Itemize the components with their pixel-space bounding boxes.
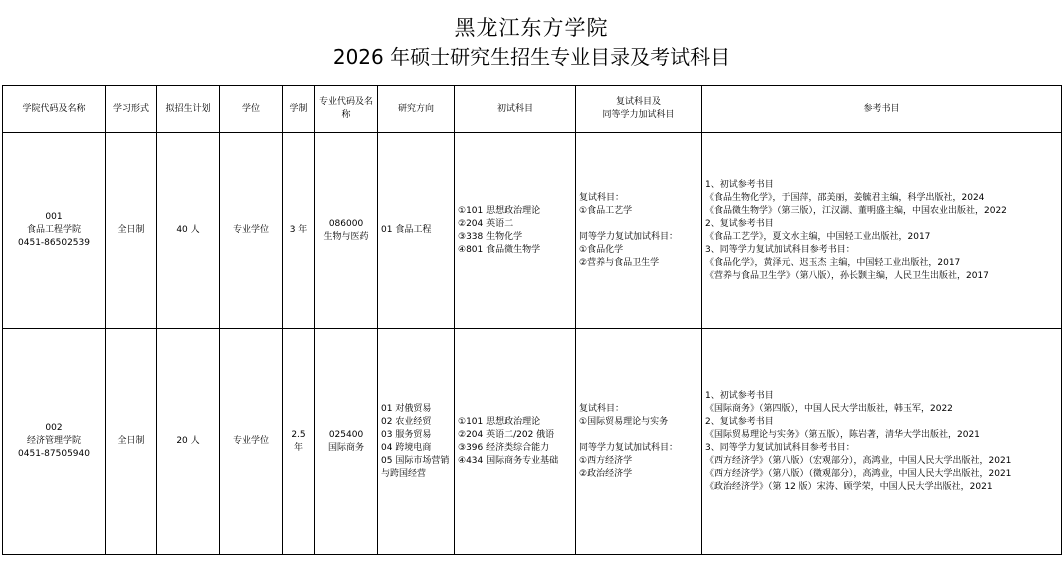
table-row (3, 329, 1062, 555)
college-phone: 0451-87505940 (18, 449, 90, 459)
school-name: 黑龙江东方学院 (454, 16, 609, 40)
major-name: 国际商务 (327, 442, 364, 453)
header-direction: 研究方向 (378, 86, 455, 133)
cell-direction (378, 133, 455, 329)
cell-books (702, 133, 1062, 329)
header-mode: 学习形式 (106, 86, 157, 133)
extra-label: 同等学力复试加试科目： (579, 442, 679, 453)
book-line: 《食品化学》，黄泽元、迟玉杰 主编，中国轻工业出版社，2017 (705, 257, 961, 268)
book-line: 1、初试参考书目 (705, 390, 774, 401)
prelim-item: ④801 食品微生物学 (458, 244, 541, 255)
cell-plan: 20 人 (157, 329, 220, 555)
table-header-row (3, 86, 1062, 133)
college-code: 002 (45, 423, 63, 433)
college-name: 经济管理学院 (26, 436, 81, 446)
cell-college (3, 329, 106, 555)
book-line: 《西方经济学》（第八版）（微观部分），高鸿业，中国人民大学出版社，2021 (705, 468, 1012, 479)
direction-item: 05 国际市场营销与跨国经营 (381, 455, 450, 479)
cell-prelim (455, 133, 576, 329)
cell-duration: 3 年 (283, 133, 315, 329)
book-line: 《政治经济学》（第 12 版）宋涛、顾学荣，中国人民大学出版社，2021 (705, 481, 993, 492)
header-college: 学院代码及名称 (3, 86, 106, 133)
direction-item: 04 跨境电商 (381, 442, 432, 453)
retest-item: ①国际贸易理论与实务 (579, 416, 669, 427)
retest-label: 复试科目： (579, 192, 625, 203)
book-line: 《食品工艺学》，夏文水主编，中国轻工业出版社，2017 (705, 231, 931, 242)
header-books: 参考书目 (702, 86, 1062, 133)
prelim-item: ②204 英语二/202 俄语 (458, 429, 555, 440)
major-code: 025400 (328, 429, 364, 440)
header-retest (576, 86, 702, 133)
extra-item: ②营养与食品卫生学 (579, 257, 660, 268)
extra-label: 同等学力复试加试科目： (579, 231, 679, 242)
book-line: 2、复试参考书目 (705, 416, 774, 427)
cell-books (702, 329, 1062, 555)
cell-college (3, 133, 106, 329)
title-block (0, 0, 1063, 71)
header-duration: 学制 (283, 86, 315, 133)
major-name: 生物与医药 (323, 231, 369, 242)
college-phone: 0451-86502539 (18, 238, 90, 248)
direction-item: 03 服务贸易 (381, 429, 432, 440)
retest-label: 复试科目： (579, 403, 625, 414)
prelim-item: ④434 国际商务专业基础 (458, 455, 559, 466)
book-line: 《食品微生物学》（第三版），江汉湖、董明盛主编，中国农业出版社，2022 (705, 205, 1007, 216)
book-line: 3、同等学力复试加试科目参考书目： (705, 442, 855, 453)
header-retest-line2: 同等学力加试科目 (602, 110, 675, 120)
document-title: 2026 年硕士研究生招生专业目录及考试科目 (332, 45, 731, 69)
book-line: 2、复试参考书目 (705, 218, 774, 229)
book-line: 《国际贸易理论与实务》（第五版），陈岩著，清华大学出版社，2021 (705, 429, 980, 440)
header-major: 专业代码及名称 (315, 86, 378, 133)
book-line: 1、初试参考书目 (705, 179, 774, 190)
prelim-item: ①101 思想政治理论 (458, 205, 541, 216)
book-line: 3、同等学力复试加试科目参考书目： (705, 244, 855, 255)
college-name: 食品工程学院 (26, 225, 81, 235)
book-line: 《营养与食品卫生学》（第八版），孙长颢主编，人民卫生出版社，2017 (705, 270, 989, 281)
prelim-item: ②204 英语二 (458, 218, 514, 229)
retest-item: ①食品工艺学 (579, 205, 633, 216)
cell-mode: 全日制 (106, 329, 157, 555)
cell-prelim (455, 329, 576, 555)
cell-degree: 专业学位 (220, 329, 283, 555)
direction-item: 01 食品工程 (381, 225, 432, 235)
header-plan: 拟招生计划 (157, 86, 220, 133)
book-line: 《西方经济学》（第八版）（宏观部分），高鸿业，中国人民大学出版社，2021 (705, 455, 1012, 466)
cell-major (315, 329, 378, 555)
direction-item: 02 农业经贸 (381, 416, 432, 427)
cell-plan: 40 人 (157, 133, 220, 329)
prelim-item: ③396 经济类综合能力 (458, 442, 550, 453)
table-row (3, 133, 1062, 329)
cell-duration: 2.5 年 (283, 329, 315, 555)
extra-item: ①食品化学 (579, 244, 624, 255)
direction-item: 01 对俄贸易 (381, 403, 432, 414)
book-line: 《国际商务》（第四版），中国人民大学出版社，韩玉军，2022 (705, 403, 953, 414)
cell-direction (378, 329, 455, 555)
header-prelim: 初试科目 (455, 86, 576, 133)
cell-degree: 专业学位 (220, 133, 283, 329)
cell-retest (576, 133, 702, 329)
cell-major (315, 133, 378, 329)
header-retest-line1: 复试科目及 (615, 97, 661, 107)
cell-mode: 全日制 (106, 133, 157, 329)
college-code: 001 (45, 212, 63, 222)
extra-item: ②政治经济学 (579, 468, 633, 479)
major-code: 086000 (328, 218, 364, 229)
cell-retest (576, 329, 702, 555)
header-degree: 学位 (220, 86, 283, 133)
prelim-item: ③338 生物化学 (458, 231, 523, 242)
book-line: 《食品生物化学》，于国萍，邵美丽，姜毓君主编，科学出版社，2024 (705, 192, 985, 203)
prelim-item: ①101 思想政治理论 (458, 416, 541, 427)
extra-item: ①西方经济学 (579, 455, 633, 466)
catalog-table (2, 85, 1062, 555)
